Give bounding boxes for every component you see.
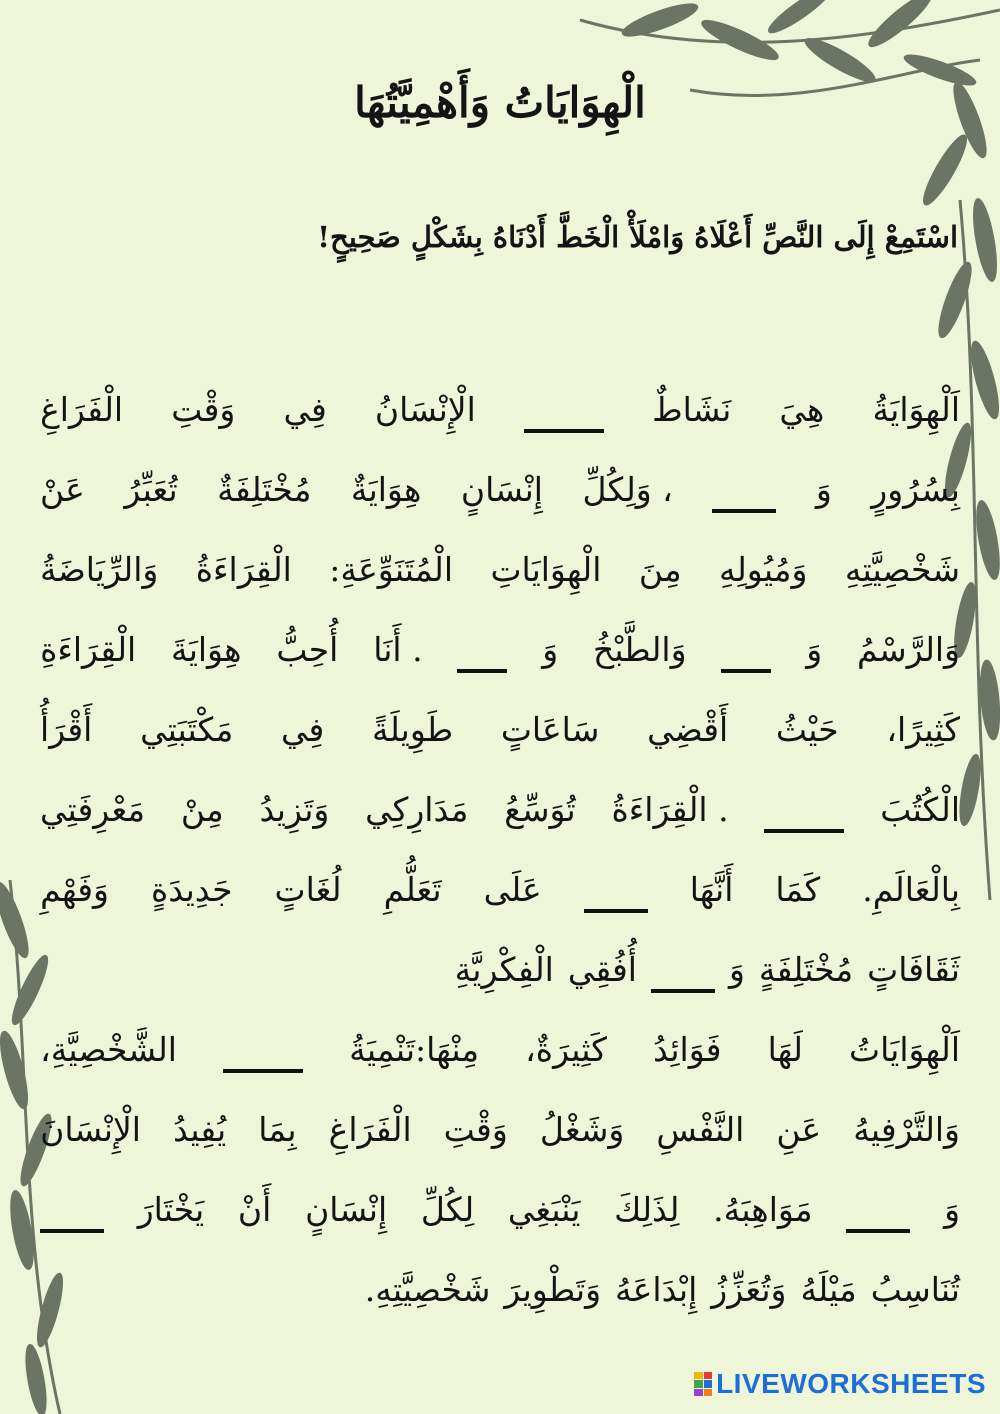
passage-word: مِنْ [180, 790, 224, 829]
answer-blank-5[interactable] [764, 799, 844, 833]
passage-word: إِنْسَانٍ [305, 1190, 388, 1229]
passage-word: بِمَا [258, 1110, 297, 1149]
passage-word: تُوَسِّعُ [504, 790, 576, 829]
passage-word: الْهِوَايَاتِ [490, 550, 602, 589]
passage-word: وَالرَّسْمُ [857, 630, 960, 669]
passage-word: كَمَا [775, 870, 821, 909]
passage-word: فِي [283, 390, 327, 429]
passage-word: الْكُتُبَ [880, 790, 960, 829]
passage-line [40, 370, 960, 450]
passage-word: إِبْدَاعَهُ [615, 1270, 698, 1309]
answer-blank-4[interactable] [457, 639, 507, 673]
passage-word: اَلْهِوَايَةُ [872, 390, 960, 429]
passage-word: فَوَائِدُ [653, 1030, 722, 1069]
passage-word: أَنَّهَا [689, 870, 734, 909]
passage-word: أُحِبُّ [276, 630, 339, 669]
passage-word: ، وَلِكُلِّ [582, 470, 673, 509]
passage-word: تُعَبِّرُ [124, 470, 178, 509]
passage-word: وَ [944, 1190, 960, 1229]
passage-line [40, 690, 960, 770]
liveworksheets-logo-icon [694, 1372, 712, 1396]
passage-word: أَقْرَأُ [40, 710, 93, 749]
passage-word: الْإِنْسَانَ [40, 1110, 141, 1149]
passage-word: طَوِيلَةً [372, 710, 454, 749]
passage-word: وَ [728, 950, 745, 989]
passage-line [40, 1250, 960, 1330]
passage-word: الْفَرَاغِ [328, 1110, 412, 1149]
answer-blank-8[interactable] [223, 1039, 303, 1073]
passage-word: بِالْعَالَمِ. [862, 870, 960, 909]
passage-word: أَقْضِي [647, 710, 729, 749]
passage-word: مُخْتَلِفَةٌ [217, 470, 312, 509]
passage-word: الْفَرَاغِ [40, 390, 124, 429]
passage-word: أُفُقِي [567, 950, 637, 989]
passage-word: إِنْسَانٍ [460, 470, 543, 509]
passage-word: نَشَاطٌ [652, 390, 732, 429]
passage-word: ثَقَافَاتٍ [867, 950, 960, 989]
passage-word: وَالطَّبْخُ [593, 630, 687, 669]
passage-word: لَهَا [767, 1030, 803, 1069]
passage-word: مَوَاهِبَهُ. [713, 1190, 813, 1229]
passage-word: يُفِيدُ [173, 1110, 227, 1149]
passage-word: مُخْتَلِفَةٍ [758, 950, 854, 989]
answer-blank-2[interactable] [712, 479, 776, 513]
passage-word: مَيْلَهُ [800, 1270, 857, 1309]
instruction-text: اسْتَمِعْ إِلَى النَّصِّ أَعْلَاهُ وَامْلَأْ الْخَطَّ أَدْنَاهُ بِشَكْلٍ صَحِيحٍ! [317, 220, 958, 254]
passage-word: الشَّخْصِيَّةِ، [40, 1030, 177, 1069]
passage-word: تَعَلُّمِ [383, 870, 442, 909]
passage-word: مَكْتَبَتِي [140, 710, 234, 749]
passage-word: مِنَ [638, 550, 682, 589]
passage-word: فِي [281, 710, 325, 749]
passage-word: مَدَارِكِي [365, 790, 469, 829]
passage-word: يَخْتَارَ [137, 1190, 205, 1229]
passage-word: وَ [815, 470, 832, 509]
passage-word: أَنْ [237, 1190, 272, 1229]
passage-word: جَدِيدَةٍ [150, 870, 233, 909]
passage [40, 370, 960, 1330]
passage-line [40, 1090, 960, 1170]
passage-word: سَاعَاتٍ [500, 710, 600, 749]
passage-line [40, 450, 960, 530]
passage-word: مِنْهَا:تَنْمِيَةُ [349, 1030, 480, 1069]
answer-blank-9[interactable] [846, 1199, 910, 1233]
page-title: الْهِوَايَاتُ وَأَهْمِيَّتُهَا [354, 78, 646, 127]
passage-word: وَتَزِيدُ [259, 790, 330, 829]
passage-word: وَالرِّيَاضَةُ [40, 550, 159, 589]
passage-word: كَثِيرًا، [886, 710, 960, 749]
passage-word: . أَنَا [373, 630, 423, 669]
passage-word: اَلْهِوَايَاتُ [849, 1030, 960, 1069]
passage-word: وَتَطْوِيرَ [504, 1270, 602, 1309]
passage-word: وَ [542, 630, 559, 669]
passage-word: حَيْثُ [775, 710, 839, 749]
passage-line [40, 1170, 960, 1250]
passage-word: الْمُتَنَوِّعَةِ: [329, 550, 454, 589]
passage-word: عَنْ [40, 470, 85, 509]
passage-word: وَتُعَزِّزُ [711, 1270, 787, 1309]
passage-word: الْقِرَاءَةِ [40, 630, 137, 669]
passage-word: الْفِكْرِيَّةِ [454, 950, 554, 989]
answer-blank-1[interactable] [524, 399, 604, 433]
passage-line [40, 1010, 960, 1090]
passage-word: بِسُرُورٍ [871, 470, 960, 509]
passage-word: تُنَاسِبُ [870, 1270, 960, 1309]
passage-line [40, 530, 960, 610]
passage-line [40, 850, 960, 930]
passage-word: هِوَايَةٌ [350, 470, 422, 509]
passage-word: لُغَاتٍ [274, 870, 342, 909]
passage-word: يَنْبَغِي [507, 1190, 581, 1229]
passage-word: وَقْتِ [171, 390, 236, 429]
answer-blank-3[interactable] [721, 639, 771, 673]
passage-word: وَمُيُولِهِ [719, 550, 808, 589]
passage-line [40, 930, 960, 1010]
passage-word: كَثِيرَةٌ، [525, 1030, 607, 1069]
liveworksheets-logo-text: LIVEWORKSHEETS [716, 1368, 986, 1399]
answer-blank-10[interactable] [40, 1199, 104, 1233]
passage-word: الْإِنْسَانُ [374, 390, 476, 429]
passage-word: الْقِرَاءَةُ [195, 550, 292, 589]
passage-word: وَفَهْمِ [40, 870, 109, 909]
liveworksheets-logo [694, 1368, 986, 1400]
passage-line [40, 770, 960, 850]
passage-word: مَعْرِفَتِي [40, 790, 146, 829]
passage-word: النَّفْسِ [656, 1110, 745, 1149]
passage-word: شَخْصِيَّتِهِ. [364, 1270, 491, 1309]
passage-word: هِوَايَةَ [171, 630, 242, 669]
passage-word: وَقْتِ [443, 1110, 508, 1149]
passage-word: عَلَى [483, 870, 542, 909]
passage-word: لِكُلِّ [420, 1190, 475, 1229]
passage-word: . الْقِرَاءَةُ [611, 790, 729, 829]
passage-word: لِذَلِكَ [614, 1190, 680, 1229]
passage-word: وَ [806, 630, 823, 669]
passage-word: شَخْصِيَّتِهِ [844, 550, 960, 589]
passage-word: عَنِ [776, 1110, 822, 1149]
answer-blank-7[interactable] [651, 959, 715, 993]
passage-word: وَشَغْلُ [539, 1110, 625, 1149]
answer-blank-6[interactable] [584, 879, 648, 913]
passage-line [40, 610, 960, 690]
passage-word: هِيَ [779, 390, 825, 429]
passage-word: وَالتَّرْفِيهُ [853, 1110, 960, 1149]
